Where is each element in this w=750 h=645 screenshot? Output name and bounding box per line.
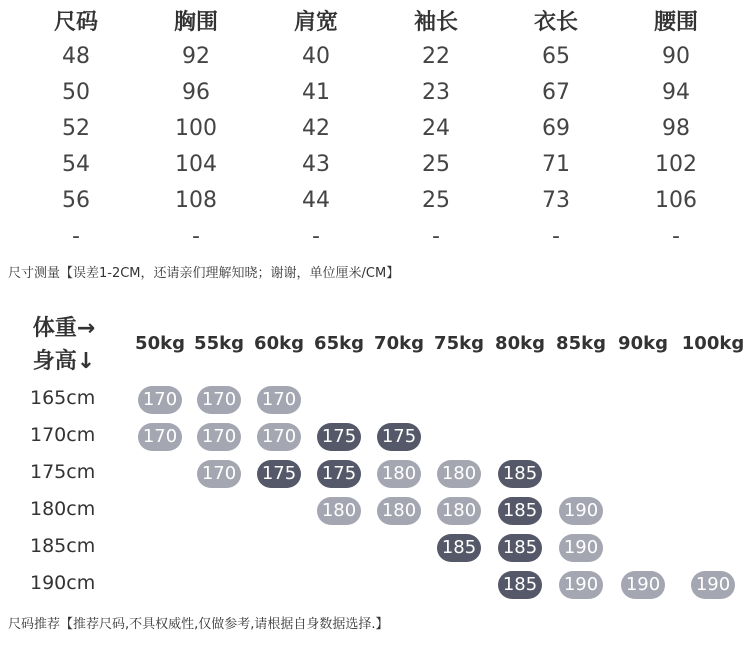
header-waist: 腰围 — [653, 9, 698, 35]
cell-size: - — [72, 223, 80, 249]
height-axis-label: 身高↓ — [32, 349, 96, 374]
size-pill: 170 — [257, 386, 301, 414]
size-pill: 170 — [197, 386, 241, 414]
recommend-header — [0, 312, 750, 382]
cell-shoulder: 40 — [302, 43, 330, 69]
cell-waist: 94 — [662, 79, 690, 105]
size-pill: 180 — [377, 460, 421, 488]
size-pill: 180 — [437, 497, 481, 525]
cell-shoulder: 42 — [302, 115, 330, 141]
header-length: 衣长 — [533, 9, 578, 35]
height-label: 185cm — [30, 535, 96, 557]
height-label: 170cm — [30, 424, 96, 446]
table-row — [16, 182, 750, 218]
header-sleeve: 袖长 — [413, 9, 458, 35]
size-pill: 180 — [317, 497, 361, 525]
cell-length: 71 — [542, 151, 570, 177]
cell-waist: 102 — [655, 151, 697, 177]
cell-chest: 104 — [175, 151, 217, 177]
table-row — [0, 566, 750, 603]
cell-shoulder: 41 — [302, 79, 330, 105]
weight-col-header: 100kg — [681, 333, 745, 354]
cell-length: 65 — [542, 43, 570, 69]
cell-sleeve: 25 — [422, 187, 450, 213]
measure-note: 尺寸测量【误差1-2CM，还请亲们理解知晓；谢谢，单位厘米/CM】 — [8, 266, 400, 281]
recommend-note: 尺码推荐【推荐尺码,不具权威性,仅做参考,请根据自身数据选择.】 — [8, 617, 389, 632]
cell-shoulder: - — [312, 223, 320, 249]
weight-col-header: 75kg — [434, 333, 484, 354]
size-table-header — [16, 2, 750, 38]
table-row — [16, 110, 750, 146]
size-pill: 190 — [691, 571, 735, 599]
cell-size: 52 — [62, 115, 90, 141]
cell-sleeve: 25 — [422, 151, 450, 177]
cell-size: 48 — [62, 43, 90, 69]
size-pill: 185 — [437, 534, 481, 562]
table-row — [16, 218, 750, 254]
size-pill: 175 — [317, 423, 361, 451]
size-pill: 180 — [377, 497, 421, 525]
weight-col-header: 50kg — [135, 333, 185, 354]
size-pill: 170 — [197, 423, 241, 451]
weight-col-header: 65kg — [314, 333, 364, 354]
cell-sleeve: - — [432, 223, 440, 249]
size-pill: 180 — [437, 460, 481, 488]
size-pill: 190 — [621, 571, 665, 599]
cell-chest: - — [192, 223, 200, 249]
cell-sleeve: 22 — [422, 43, 450, 69]
weight-col-header: 70kg — [374, 333, 424, 354]
size-table — [16, 2, 750, 254]
cell-waist: 106 — [655, 187, 697, 213]
table-row — [0, 529, 750, 566]
weight-col-header: 85kg — [556, 333, 606, 354]
cell-waist: 98 — [662, 115, 690, 141]
cell-chest: 96 — [182, 79, 210, 105]
size-pill: 175 — [317, 460, 361, 488]
weight-col-header: 55kg — [194, 333, 244, 354]
cell-length: 69 — [542, 115, 570, 141]
cell-chest: 92 — [182, 43, 210, 69]
cell-sleeve: 23 — [422, 79, 450, 105]
table-row — [16, 38, 750, 74]
size-pill: 170 — [197, 460, 241, 488]
cell-length: 67 — [542, 79, 570, 105]
weight-col-header: 60kg — [254, 333, 304, 354]
cell-size: 56 — [62, 187, 90, 213]
weight-col-header: 80kg — [495, 333, 545, 354]
table-row — [16, 146, 750, 182]
size-pill: 175 — [257, 460, 301, 488]
size-pill: 185 — [498, 571, 542, 599]
table-row — [0, 492, 750, 529]
size-pill: 170 — [138, 386, 182, 414]
size-pill: 175 — [377, 423, 421, 451]
cell-chest: 100 — [175, 115, 217, 141]
cell-shoulder: 44 — [302, 187, 330, 213]
table-row — [0, 418, 750, 455]
table-row — [0, 455, 750, 492]
height-label: 180cm — [30, 498, 96, 520]
cell-size: 50 — [62, 79, 90, 105]
size-pill: 170 — [138, 423, 182, 451]
header-chest: 胸围 — [173, 9, 218, 35]
height-label: 165cm — [30, 387, 96, 409]
height-label: 175cm — [30, 461, 96, 483]
height-label: 190cm — [30, 572, 96, 594]
cell-length: 73 — [542, 187, 570, 213]
cell-shoulder: 43 — [302, 151, 330, 177]
size-table-body — [16, 38, 750, 254]
corner-label — [24, 312, 104, 378]
cell-size: 54 — [62, 151, 90, 177]
header-shoulder: 肩宽 — [293, 9, 338, 35]
size-pill: 185 — [498, 497, 542, 525]
size-pill: 185 — [498, 534, 542, 562]
weight-axis-label: 体重→ — [32, 316, 96, 341]
size-pill: 190 — [559, 497, 603, 525]
cell-length: - — [552, 223, 560, 249]
cell-waist: - — [672, 223, 680, 249]
cell-waist: 90 — [662, 43, 690, 69]
header-size: 尺码 — [53, 9, 98, 35]
size-pill: 190 — [559, 571, 603, 599]
cell-sleeve: 24 — [422, 115, 450, 141]
table-row — [0, 381, 750, 418]
size-pill: 185 — [498, 460, 542, 488]
weight-col-header: 90kg — [618, 333, 668, 354]
cell-chest: 108 — [175, 187, 217, 213]
size-pill: 170 — [257, 423, 301, 451]
size-pill: 190 — [559, 534, 603, 562]
table-row — [16, 74, 750, 110]
